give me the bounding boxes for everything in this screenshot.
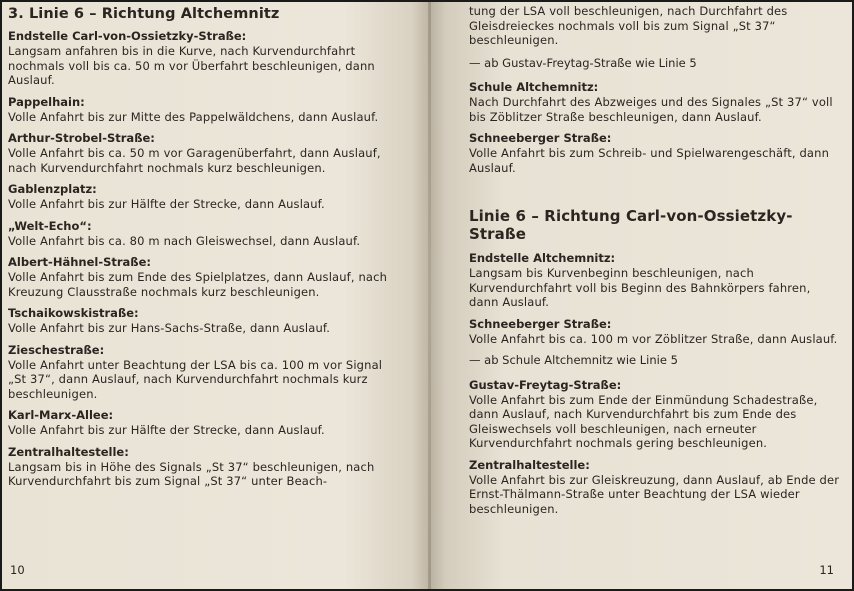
- station-name: Schneeberger Straße:: [469, 316, 612, 331]
- station-instruction: Volle Anfahrt bis zum Ende des Spielplatzes, dann Auslauf, nach Kreuzung Clausstraße nochmals kurz beschleunigen.: [8, 270, 388, 299]
- station-name: Karl-Marx-Allee:: [8, 408, 114, 422]
- section-schneeberger-b: [469, 317, 840, 347]
- station-name: Zentralhaltestelle:: [469, 457, 590, 472]
- left-page: [2, 2, 429, 589]
- route-note: — ab Gustav-Freytag-Straße wie Linie 5: [469, 55, 697, 70]
- station-name: Schneeberger Straße:: [469, 131, 612, 145]
- section-zentralhaltestelle: [8, 445, 391, 489]
- book-spread: [2, 2, 852, 589]
- section-albert-haehnel: [8, 255, 391, 299]
- section-gustav-freytag: [469, 378, 840, 451]
- section-ziesche: [8, 343, 391, 402]
- page-number-right: 11: [819, 563, 834, 577]
- station-instruction: Langsam bis in Höhe des Signals „St 37“ beschleunigen, nach Kurvendurchfahrt bis zum Signal „St 37“ unter Beach-: [8, 459, 375, 488]
- section-tschaikowski: [8, 306, 391, 336]
- station-name: Pappelhain:: [8, 94, 85, 109]
- station-name: Zentralhaltestelle:: [8, 444, 129, 459]
- station-instruction: Volle Anfahrt bis ca. 50 m vor Garagenüberfahrt, dann Auslauf, nach Kurvendurchfahrt nochmals kurz beschleunigen.: [8, 146, 381, 175]
- section-schneeberger-a: [469, 131, 840, 175]
- section-welt-echo: [8, 219, 391, 249]
- section-gablenzplatz: [8, 182, 391, 212]
- station-instruction: Volle Anfahrt unter Beachtung der LSA bis ca. 100 m vor Signal „St 37“, dann Auslauf, nach Kurvendurchfahrt nochmals kurz beschleunigen.: [8, 357, 383, 401]
- station-instruction: Volle Anfahrt bis zur Hans-Sachs-Straße, dann Auslauf.: [8, 321, 331, 335]
- station-instruction: Volle Anfahrt bis zur Mitte des Pappelwäldchens, dann Auslauf.: [8, 109, 379, 124]
- station-name: Albert-Hähnel-Straße:: [8, 255, 151, 269]
- station-instruction: Nach Durchfahrt des Abzweiges und des Signales „St 37“ voll bis Zöblitzer Straße beschleunigen, dann Auslauf.: [469, 95, 833, 124]
- station-name: Arthur-Strobel-Straße:: [8, 131, 155, 145]
- station-instruction: Volle Anfahrt bis zum Ende der Einmündung Schadestraße, dann Auslauf, nach Kurvendurchfahrt bis zum Ende des Gleiswechsels voll beschleunigen, nach erneuter Kurvendurchfahrt nochmals gering beschleunigen.: [469, 392, 818, 450]
- station-name: Endstelle Altchemnitz:: [469, 251, 616, 265]
- station-instruction: Volle Anfahrt bis zur Hälfte der Strecke, dann Auslauf.: [8, 197, 325, 211]
- station-instruction: Volle Anfahrt bis zur Hälfte der Strecke, dann Auslauf.: [8, 423, 325, 437]
- section-carl-von-ossietzky: [8, 29, 391, 88]
- right-page: [429, 2, 852, 589]
- station-name: Zieschestraße:: [8, 342, 105, 357]
- station-name: „Welt-Echo“:: [8, 218, 92, 233]
- station-name: Tschaikowskistraße:: [8, 306, 139, 320]
- section-endstelle-altchemnitz: [469, 251, 840, 310]
- station-instruction: Volle Anfahrt bis ca. 100 m vor Zöblitzer Straße, dann Auslauf.: [469, 331, 838, 346]
- page-number-left: 10: [10, 563, 25, 577]
- station-name: Schule Altchemnitz:: [469, 80, 599, 94]
- station-instruction: Volle Anfahrt bis zum Schreib- und Spielwarengeschäft, dann Auslauf.: [469, 146, 830, 175]
- section-zentralhaltestelle-b: [469, 458, 840, 517]
- station-instruction: Volle Anfahrt bis zur Gleiskreuzung, dann Auslauf, ab Ende der Ernst-Thälmann-Straße unter Beachtung der LSA wieder beschleunigen.: [469, 472, 840, 516]
- left-sections: [8, 29, 391, 489]
- section-pappelhain: [8, 95, 391, 125]
- section-karl-marx-allee: [8, 408, 391, 438]
- station-instruction: Langsam bis Kurvenbeginn beschleunigen, nach Kurvendurchfahrt voll bis Beginn des Bahnkörpers fahren, dann Auslauf.: [469, 266, 811, 309]
- route-note: — ab Schule Altchemnitz wie Linie 5: [469, 353, 678, 367]
- left-page-heading: 3. Linie 6 – Richtung Altchemnitz: [8, 6, 280, 22]
- right-page-heading: Linie 6 – Richtung Carl-von-Ossietzky-Straße: [469, 207, 793, 243]
- station-name: Endstelle Carl-von-Ossietzky-Straße:: [8, 29, 247, 43]
- section-arthur-strobel: [8, 131, 391, 175]
- station-instruction: Volle Anfahrt bis ca. 80 m nach Gleiswechsel, dann Auslauf.: [8, 233, 361, 248]
- station-name: Gustav-Freytag-Straße:: [469, 377, 622, 392]
- section-schule-altchemnitz: [469, 80, 840, 124]
- station-instruction: Langsam anfahren bis in die Kurve, nach Kurvendurchfahrt nochmals voll bis ca. 50 m vor Überfahrt beschleunigen, dann Auslauf.: [8, 44, 375, 87]
- continuation-text: tung der LSA voll beschleunigen, nach Durchfahrt des Gleisdreieckes nochmals voll bis zum Signal „St 37“ beschleunigen.: [469, 4, 788, 47]
- book-fold: [428, 2, 431, 589]
- station-name: Gablenzplatz:: [8, 182, 97, 196]
